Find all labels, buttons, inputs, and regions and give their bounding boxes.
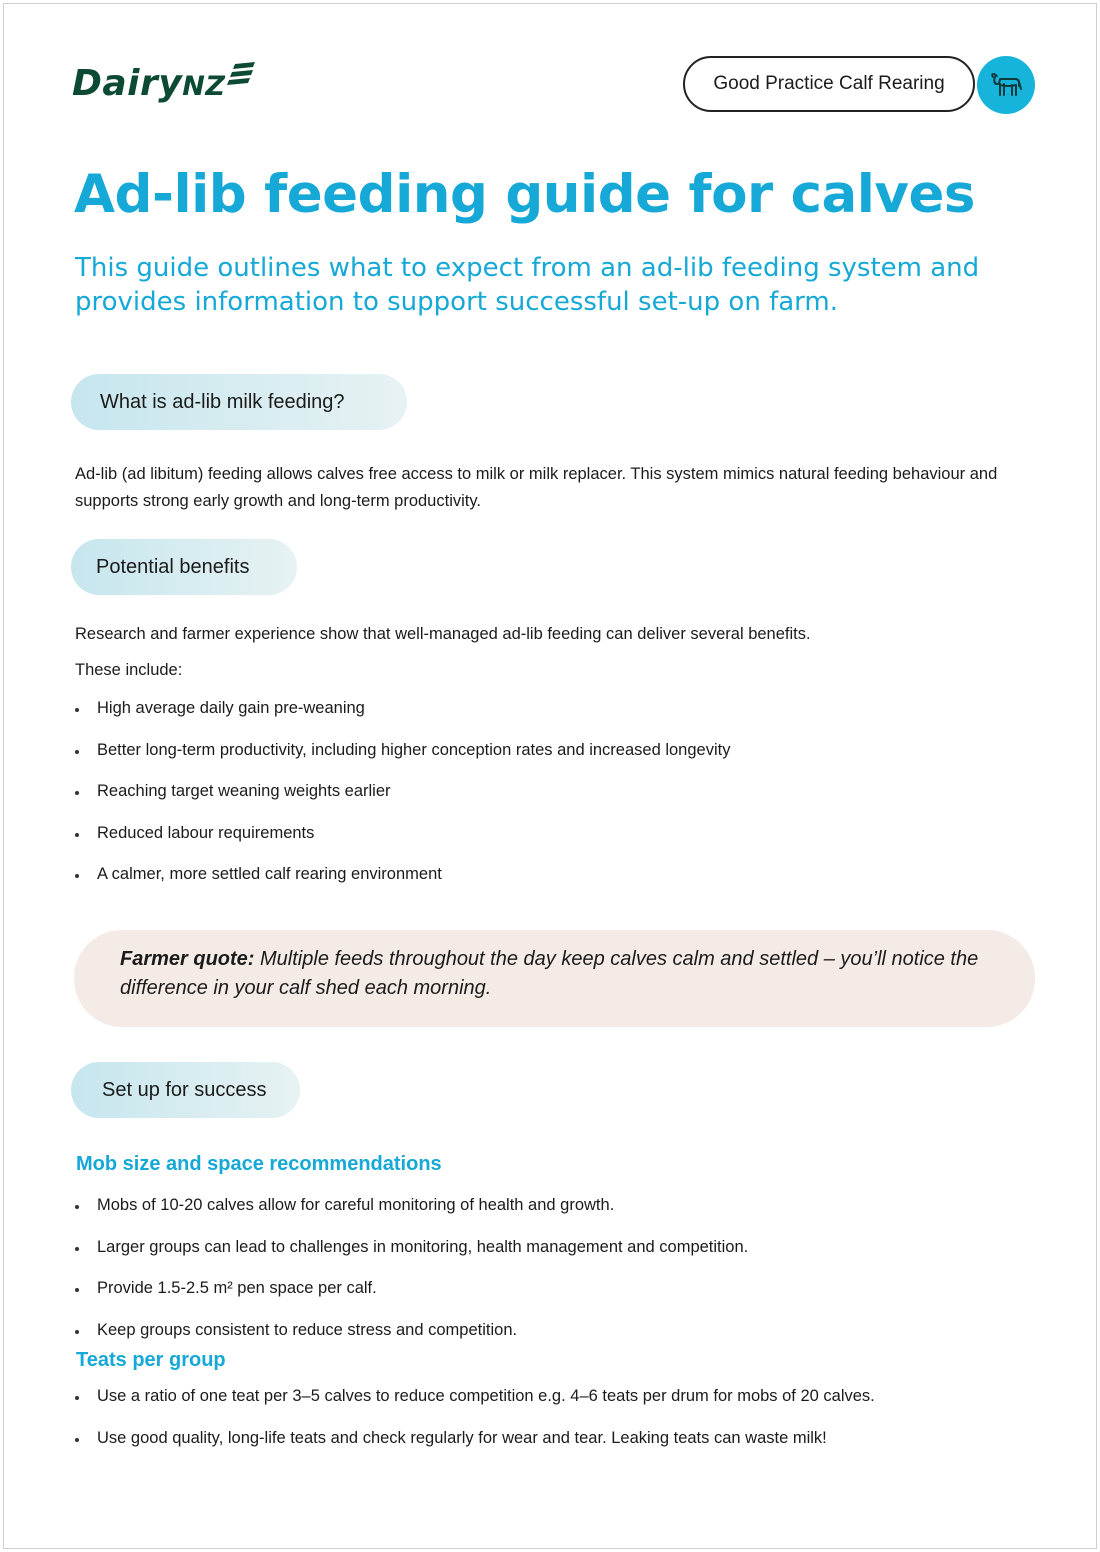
list-item: Use a ratio of one teat per 3–5 calves to reduce competition e.g. 4–6 teats per drum for mobs of 20 calves. — [75, 1387, 875, 1429]
list-item: Keep groups consistent to reduce stress and competition. — [75, 1321, 748, 1351]
subheading-teats: Teats per group — [76, 1349, 226, 1371]
document-page — [3, 3, 1097, 1549]
dairynz-logo — [72, 56, 257, 112]
teats-list — [75, 1387, 875, 1470]
list-item: Better long-term productivity, including higher conception rates and increased longevity — [75, 741, 730, 783]
subheading-mob-size: Mob size and space recommendations — [76, 1153, 442, 1175]
quote-text: Multiple feeds throughout the day keep calves calm and settled – you’ll notice the difference in your calf shed each morning. — [120, 948, 979, 999]
series-label-pill: Good Practice Calf Rearing — [683, 56, 975, 112]
cow-icon — [977, 56, 1035, 114]
benefits-list — [75, 699, 730, 907]
benefits-intro-text-2: These include: — [75, 661, 183, 679]
what-body-text: Ad-lib (ad libitum) feeding allows calves free access to milk or milk replacer. This system mimics natural feeding behaviour and supports strong early growth and long-term productivity. — [75, 465, 998, 510]
list-item: A calmer, more settled calf rearing environment — [75, 865, 730, 907]
logo-text: DairyNZ — [72, 63, 226, 104]
mob-size-list — [75, 1196, 748, 1351]
section-heading-benefits: Potential benefits — [71, 539, 297, 595]
section-heading-setup: Set up for success — [71, 1062, 300, 1118]
page-subtitle: This guide outlines what to expect from an ad-lib feeding system and provides information to support successful set-up on farm. — [75, 253, 980, 317]
benefits-intro-text: Research and farmer experience show that well-managed ad-lib feeding can deliver several benefits. — [75, 625, 811, 643]
farmer-quote-callout — [74, 930, 1035, 1027]
quote-label: Farmer quote: — [120, 948, 255, 970]
list-item: Reduced labour requirements — [75, 824, 730, 866]
list-item: Reaching target weaning weights earlier — [75, 782, 730, 824]
list-item: Mobs of 10-20 calves allow for careful monitoring of health and growth. — [75, 1196, 748, 1238]
section-heading-what: What is ad-lib milk feeding? — [71, 374, 407, 430]
page-title: Ad-lib feeding guide for calves — [74, 164, 975, 225]
list-item: Use good quality, long-life teats and check regularly for wear and tear. Leaking teats can waste milk! — [75, 1429, 875, 1471]
logo-stripes-icon — [227, 62, 257, 90]
list-item: High average daily gain pre-weaning — [75, 699, 730, 741]
list-item: Larger groups can lead to challenges in monitoring, health management and competition. — [75, 1238, 748, 1280]
list-item: Provide 1.5-2.5 m² pen space per calf. — [75, 1279, 748, 1321]
